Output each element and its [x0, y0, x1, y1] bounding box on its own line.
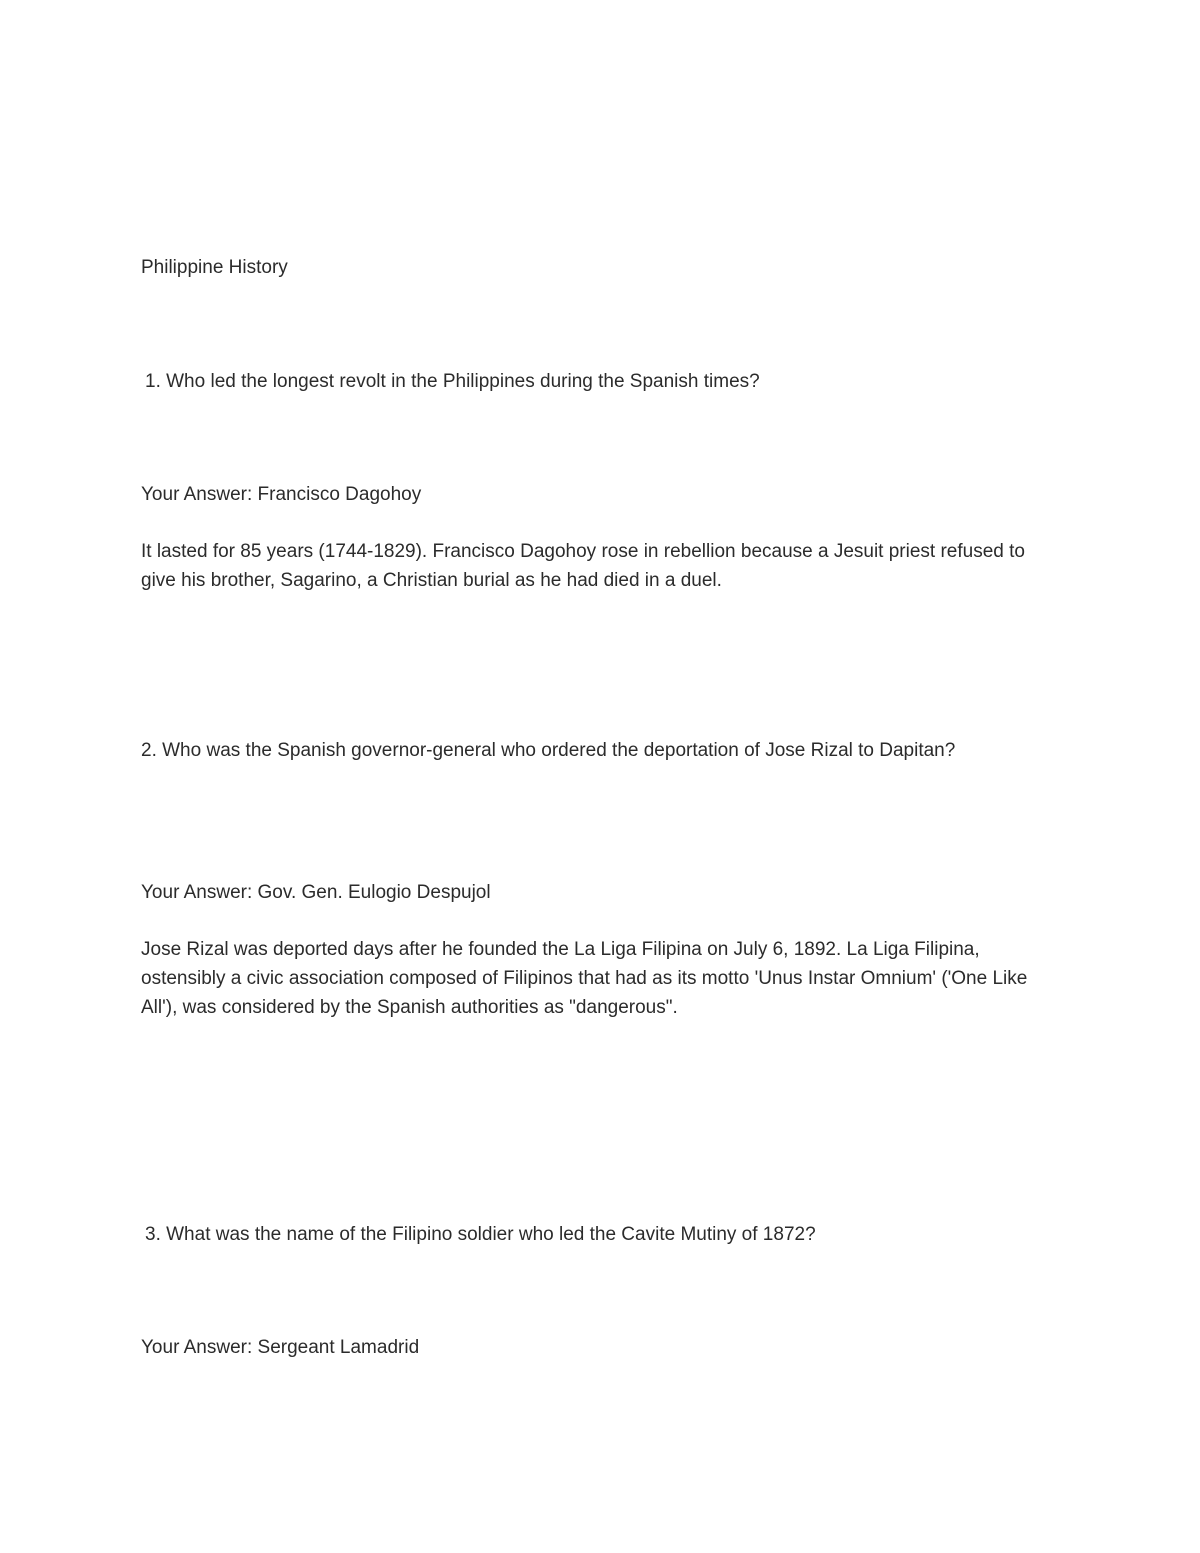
answer-1: Your Answer: Francisco Dagohoy [141, 484, 422, 505]
document-title: Philippine History [141, 257, 288, 278]
answer-2: Your Answer: Gov. Gen. Eulogio Despujol [141, 882, 491, 903]
explanation-1: It lasted for 85 years (1744-1829). Francisco Dagohoy rose in rebellion because a Jesuit priest refused to give his brother, Sagarino, a Christian burial as he had died in a duel. [141, 541, 1025, 591]
answer-3: Your Answer: Sergeant Lamadrid [141, 1337, 420, 1358]
question-1: 1. Who led the longest revolt in the Philippines during the Spanish times? [145, 371, 760, 392]
explanation-2: Jose Rizal was deported days after he founded the La Liga Filipina on July 6, 1892. La Liga Filipina, ostensibly a civic association composed of Filipinos that had as its motto 'Unus Instar Omnium' ('One Like All'), was considered by the Spanish authorities as "dangerous". [141, 939, 1028, 1018]
question-3: 3. What was the name of the Filipino soldier who led the Cavite Mutiny of 1872? [145, 1224, 816, 1245]
question-2: 2. Who was the Spanish governor-general who ordered the deportation of Jose Rizal to Dapitan? [141, 740, 956, 761]
